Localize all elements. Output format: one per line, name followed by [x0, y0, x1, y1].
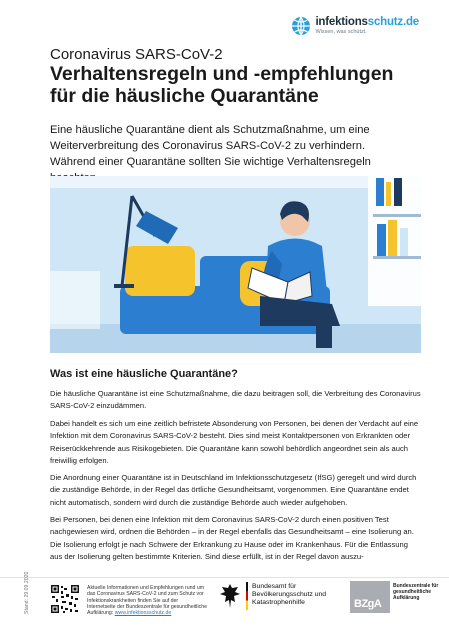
bzga-logo: [350, 581, 439, 613]
federal-eagle-icon: [218, 582, 242, 610]
footer-info: Aktuelle Informationen und Empfehlungen rund um das Coronavirus SARS-CoV-2 und zum Schutz vor Infektionskrankheiten finden Sie auf der Internetseite der Bundeszentrale für gesundheitliche Aufklärung: www.infektionsschutz.de: [87, 585, 207, 617]
page-supertitle: Coronavirus SARS-CoV-2: [50, 46, 223, 63]
body-paragraph: Dabei handelt es sich um eine zeitlich befristete Absonderung von Personen, bei denen der Verdacht auf eine Infektion mit dem Coronavirus SARS-CoV-2 besteht. Dies sind meist Kontaktpersonen von Erkrankten oder Reiserückkehrende aus Risikogebieten. Die Quarantäne kann sowohl behördlich angeordnet sein als auch freiwillig erfolgen.: [50, 419, 419, 465]
globe-icon: [291, 16, 311, 36]
stand-date: Stand: 29.09.2020: [24, 571, 30, 614]
bbk-logo: [218, 582, 342, 610]
qr-code-icon[interactable]: [50, 584, 80, 614]
body-paragraph: Bei Personen, bei denen eine Infektion mit dem Coronavirus SARS-CoV-2 durch einen positiven Test nachgewiesen wird, ordnen die Behörden – in der Regel ebenfalls das Gesundheitsamt – eine Isolierung an. Die Isolierung erfolgt je nach Schwere der Erkrankung zu Hause oder im Krankenhaus. Für die Entlassung aus der Isolierung gelten bestimmte Kriterien. Sind diese erfüllt, ist in der Regel davon auszu-: [50, 515, 414, 561]
footer-divider: [0, 577, 449, 578]
footer-link[interactable]: www.infektionsschutz.de: [114, 610, 172, 617]
lead-paragraph: Eine häusliche Quarantäne dient als Schutzmaßnahme, um eine Weiterverbreitung des Coronavirus SARS-CoV-2 zu verhindern. Während einer Quarantäne sollten Sie wichtige Verhaltensregeln: [50, 124, 371, 168]
body-paragraph: Die häusliche Quarantäne ist eine Schutzmaßnahme, die dazu beitragen soll, die Verbreitung des Coronavirus SARS-CoV-2 einzudämmen.: [50, 389, 421, 411]
bzga-mark: BZgA: [350, 581, 390, 613]
quarantine-illustration: [50, 176, 421, 353]
body-paragraph: Die Anordnung einer Quarantäne ist in Deutschland im Infektionsschutzgesetz (IfSG) geregelt und wird durch die zuständige Behörde, in der Regel das örtliche Gesundheitsamt, vorgenommen. Eine Quarantäne endet nicht automatisch, sondern wird durch die zuständige Behörde auch wieder aufgehoben.: [50, 473, 417, 507]
section-heading: Was ist eine häusliche Quarantäne?: [50, 368, 238, 380]
flag-bar: [246, 582, 248, 610]
infektionsschutz-logo[interactable]: [291, 16, 419, 36]
logo-slogan: Wissen, was schützt.: [315, 29, 367, 35]
logo-name: infektionsschutz.de: [315, 16, 419, 28]
bzga-name: Bundeszentrale für gesundheitliche Aufklärung: [393, 583, 439, 601]
bbk-name: Bundesamt für Bevölkerungsschutz und Katastrophenhilfe: [252, 583, 327, 606]
page-title: Verhaltensregeln und -empfehlungen für die häusliche Quarantäne: [50, 63, 394, 107]
